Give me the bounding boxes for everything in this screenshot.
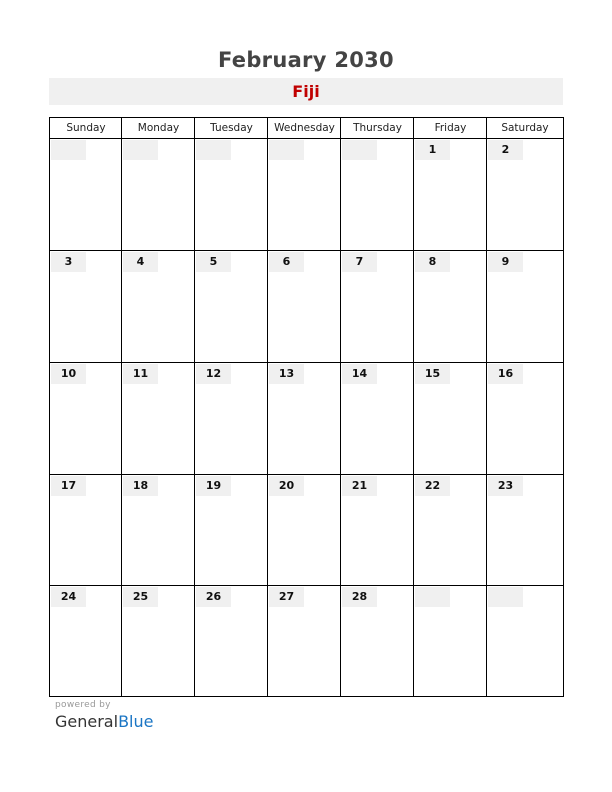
day-cell[interactable] [414, 139, 487, 251]
day-cell[interactable] [268, 363, 341, 475]
day-cell[interactable] [341, 475, 414, 586]
day-cell[interactable] [122, 363, 195, 475]
day-number [196, 140, 231, 160]
day-number [123, 140, 158, 160]
day-cell[interactable] [122, 475, 195, 586]
day-cell[interactable] [487, 139, 563, 251]
country-name: Fiji [292, 82, 320, 101]
day-number [269, 140, 304, 160]
day-number: 17 [51, 476, 86, 496]
powered-by-text: powered by [55, 700, 111, 710]
day-number: 14 [342, 364, 377, 384]
day-cell[interactable] [122, 139, 195, 251]
day-cell[interactable] [50, 139, 122, 251]
day-cell[interactable] [341, 363, 414, 475]
day-number: 1 [415, 140, 450, 160]
day-number: 16 [488, 364, 523, 384]
day-number: 11 [123, 364, 158, 384]
day-number: 19 [196, 476, 231, 496]
page-title: February 2030 [218, 48, 394, 72]
weekday-monday: Monday [137, 122, 180, 134]
day-number: 23 [488, 476, 523, 496]
day-cell[interactable] [195, 251, 268, 363]
day-number: 18 [123, 476, 158, 496]
day-number: 26 [196, 587, 231, 607]
day-cell[interactable] [50, 363, 122, 475]
day-number: 8 [415, 252, 450, 272]
day-cell[interactable] [268, 139, 341, 251]
day-number: 6 [269, 252, 304, 272]
day-number: 9 [488, 252, 523, 272]
day-number: 7 [342, 252, 377, 272]
day-number: 12 [196, 364, 231, 384]
day-cell[interactable] [487, 251, 563, 363]
weekday-tuesday: Tuesday [210, 122, 253, 134]
weekday-friday: Friday [434, 122, 467, 134]
day-number [415, 587, 450, 607]
day-number [488, 587, 523, 607]
country-banner [49, 78, 563, 105]
calendar-grid [49, 117, 564, 697]
day-cell[interactable] [341, 586, 414, 696]
day-cell[interactable] [414, 586, 487, 696]
day-number: 28 [342, 587, 377, 607]
weekday-sunday: Sunday [66, 122, 106, 134]
day-number: 27 [269, 587, 304, 607]
day-cell[interactable] [341, 251, 414, 363]
day-number: 22 [415, 476, 450, 496]
day-cell[interactable] [195, 475, 268, 586]
day-cell[interactable] [414, 363, 487, 475]
day-cell[interactable] [414, 475, 487, 586]
brand-general: General [55, 712, 119, 731]
day-cell[interactable] [50, 586, 122, 696]
day-cell[interactable] [487, 586, 563, 696]
day-number: 5 [196, 252, 231, 272]
day-cell[interactable] [50, 251, 122, 363]
day-number: 25 [123, 587, 158, 607]
day-cell[interactable] [195, 363, 268, 475]
day-cell[interactable] [414, 251, 487, 363]
day-number: 2 [488, 140, 523, 160]
day-number: 21 [342, 476, 377, 496]
weekday-wednesday: Wednesday [274, 122, 335, 134]
day-cell[interactable] [341, 139, 414, 251]
day-number: 13 [269, 364, 304, 384]
day-number: 3 [51, 252, 86, 272]
weekday-thursday: Thursday [353, 122, 402, 134]
brand-blue: Blue [118, 712, 154, 731]
generalblue-logo[interactable] [55, 712, 153, 731]
day-cell[interactable] [195, 586, 268, 696]
day-number: 4 [123, 252, 158, 272]
day-cell[interactable] [195, 139, 268, 251]
day-number: 24 [51, 587, 86, 607]
day-cell[interactable] [268, 475, 341, 586]
day-cell[interactable] [268, 251, 341, 363]
day-number: 20 [269, 476, 304, 496]
day-cell[interactable] [122, 251, 195, 363]
day-number [342, 140, 377, 160]
day-cell[interactable] [487, 475, 563, 586]
day-cell[interactable] [487, 363, 563, 475]
weekday-saturday: Saturday [501, 122, 549, 134]
day-number: 15 [415, 364, 450, 384]
day-cell[interactable] [50, 475, 122, 586]
day-number: 10 [51, 364, 86, 384]
day-cell[interactable] [268, 586, 341, 696]
footer [55, 700, 153, 731]
day-number [51, 140, 86, 160]
day-cell[interactable] [122, 586, 195, 696]
